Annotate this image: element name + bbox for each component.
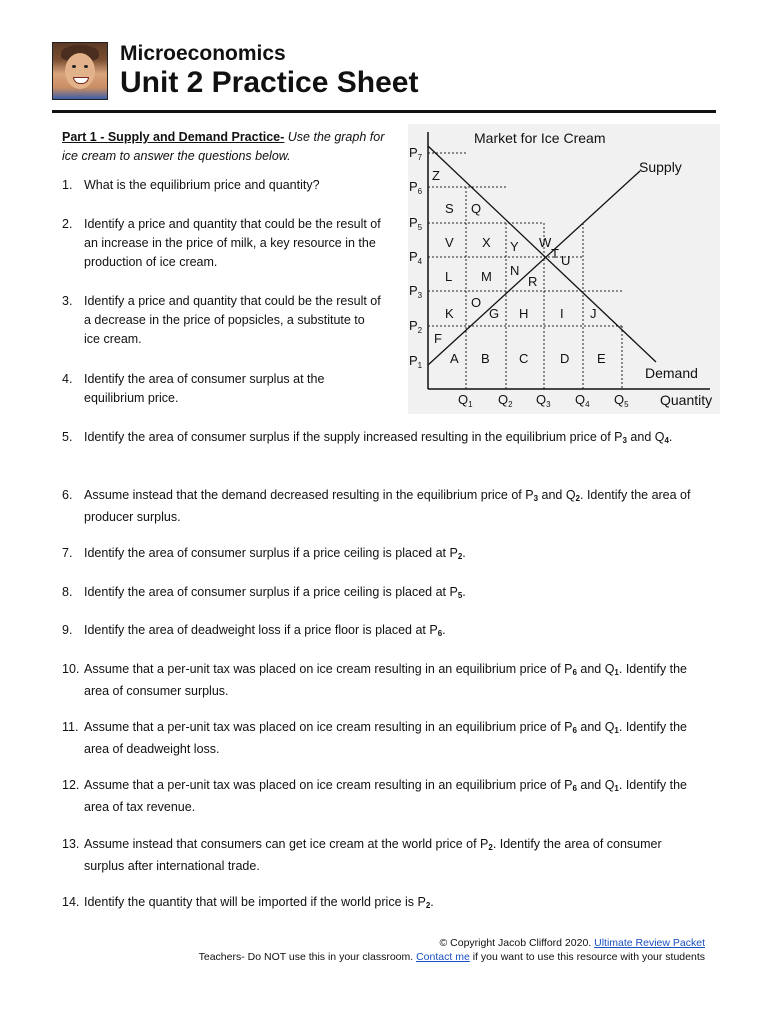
quantity-tick-label: $Q_1$: [458, 392, 473, 409]
chart-title: Market for Ice Cream: [474, 130, 606, 146]
packet-link[interactable]: Ultimate Review Packet: [594, 937, 705, 949]
area-label: S: [445, 201, 454, 216]
question-text: Identify the area of deadweight loss if a price floor is placed at $P_6$.: [84, 623, 446, 638]
page-title: Unit 2 Practice Sheet: [120, 66, 419, 99]
question-item: [62, 621, 704, 643]
contact-link[interactable]: Contact me: [416, 951, 470, 963]
area-label: Q: [471, 201, 482, 216]
question-text: Assume that a per-unit tax was placed on ice cream resulting in an equilibrium price of $P_6$ and $Q_1$. Identify the area of deadweight loss.: [84, 720, 687, 756]
question-number: 1.: [62, 178, 73, 192]
question-text: Assume that a per-unit tax was placed on ice cream resulting in an equilibrium price of $P_6$ and $Q_1$. Identify the area of tax revenue.: [84, 778, 687, 814]
question-item: [62, 428, 704, 450]
question-number: 3.: [62, 294, 73, 308]
demand-label: Demand: [645, 365, 698, 381]
quantity-tick-label: $Q_2$: [498, 392, 513, 409]
question-item: [62, 486, 704, 527]
question-item: [62, 176, 384, 195]
notice-text-pre: Teachers- Do NOT use this in your classroom.: [198, 951, 417, 963]
question-item: [62, 370, 384, 408]
area-label: O: [471, 295, 482, 310]
price-tick-label: $P_1$: [409, 353, 423, 370]
subject-heading: Microeconomics: [120, 42, 286, 65]
question-text: Assume instead that consumers can get ice cream at the world price of $P_2$. Identify the area of consumer surplus after international trade.: [84, 837, 662, 873]
price-tick-label: $P_7$: [409, 145, 423, 162]
question-text: Assume that a per-unit tax was placed on ice cream resulting in an equilibrium price of $P_6$ and $Q_1$. Identify the area of consumer surplus.: [84, 662, 687, 698]
area-label: F: [434, 331, 442, 346]
area-label: B: [481, 351, 490, 366]
area-label: L: [445, 269, 453, 284]
area-label: U: [561, 253, 571, 268]
question-number: 2.: [62, 217, 73, 231]
supply-demand-chart: [408, 124, 720, 414]
quantity-tick-label: $Q_3$: [536, 392, 551, 409]
question-number: 12.: [62, 778, 80, 792]
question-text: What is the equilibrium price and quantity?: [84, 178, 320, 192]
notice-text-post: if you want to use this resource with your students: [469, 951, 705, 963]
question-item: [62, 776, 704, 817]
question-item: [62, 718, 704, 759]
price-tick-label: $P_5$: [409, 215, 423, 232]
price-tick-label: $P_3$: [409, 283, 423, 300]
question-number: 4.: [62, 372, 73, 386]
question-text: Identify the area of consumer surplus at the equilibrium price.: [84, 372, 325, 405]
question-number: 13.: [62, 837, 80, 851]
area-label: X: [482, 235, 491, 250]
quantity-tick-label: $Q_4$: [575, 392, 590, 409]
area-label: J: [590, 306, 597, 321]
area-label: R: [528, 274, 538, 289]
header-divider: [52, 110, 716, 113]
area-label: T: [551, 246, 559, 261]
quantity-tick-label: $Q_5$: [614, 392, 629, 409]
area-label: K: [445, 306, 454, 321]
question-item: [62, 292, 384, 349]
area-label: N: [510, 263, 520, 278]
price-tick-label: $P_2$: [409, 318, 423, 335]
question-item: [62, 835, 704, 876]
question-text: Identify the quantity that will be imported if the world price is $P_2$.: [84, 895, 434, 910]
part-intro: [62, 128, 392, 166]
part-instructions: Use the graph for ice cream to answer the questions below.: [62, 130, 385, 163]
question-item: [62, 215, 384, 272]
question-item: [62, 893, 704, 915]
question-number: 5.: [62, 430, 73, 444]
question-number: 7.: [62, 546, 73, 560]
author-avatar: [52, 42, 108, 100]
area-label: H: [519, 306, 529, 321]
area-label: Z: [432, 168, 440, 183]
question-number: 9.: [62, 623, 73, 637]
area-label: V: [445, 235, 454, 250]
area-label: G: [489, 306, 500, 321]
header: [52, 42, 716, 100]
question-item: [62, 544, 704, 566]
question-number: 8.: [62, 585, 73, 599]
question-text: Identify a price and quantity that could be the result of a decrease in the price of popsicles, a substitute to ice cream.: [84, 294, 381, 346]
question-text: Identify the area of consumer surplus if a price ceiling is placed at $P_2$.: [84, 546, 466, 561]
question-text: Identify a price and quantity that could be the result of an increase in the price of milk, a key resource in the production of ice cream.: [84, 217, 381, 269]
question-text: Identify the area of consumer surplus if a price ceiling is placed at $P_5$.: [84, 585, 466, 600]
copyright-text: © Copyright Jacob Clifford 2020.: [439, 937, 595, 949]
teacher-notice: [199, 951, 705, 963]
area-label: Y: [510, 239, 519, 254]
question-item: [62, 583, 704, 605]
price-tick-label: $P_4$: [409, 249, 423, 266]
price-tick-label: $P_6$: [409, 179, 423, 196]
question-number: 6.: [62, 488, 73, 502]
area-label: I: [560, 306, 564, 321]
supply-label: Supply: [639, 159, 682, 175]
part-title: Part 1 - Supply and Demand Practice-: [62, 130, 285, 144]
question-text: Assume instead that the demand decreased resulting in the equilibrium price of $P_3$ and $Q_2$. Identify the area of producer surplus.: [84, 488, 691, 524]
area-label: E: [597, 351, 606, 366]
area-label: A: [450, 351, 459, 366]
area-label: W: [539, 235, 552, 250]
question-number: 10.: [62, 662, 80, 676]
x-axis-label: Quantity: [660, 392, 713, 408]
question-text: Identify the area of consumer surplus if the supply increased resulting in the equilibrium price of $P_3$ and $Q_4$.: [84, 430, 673, 445]
area-label: C: [519, 351, 529, 366]
copyright-line: [440, 937, 706, 949]
area-label: M: [481, 269, 492, 284]
area-label: D: [560, 351, 570, 366]
question-item: [62, 660, 704, 701]
question-number: 11.: [62, 720, 79, 734]
question-number: 14.: [62, 895, 80, 909]
